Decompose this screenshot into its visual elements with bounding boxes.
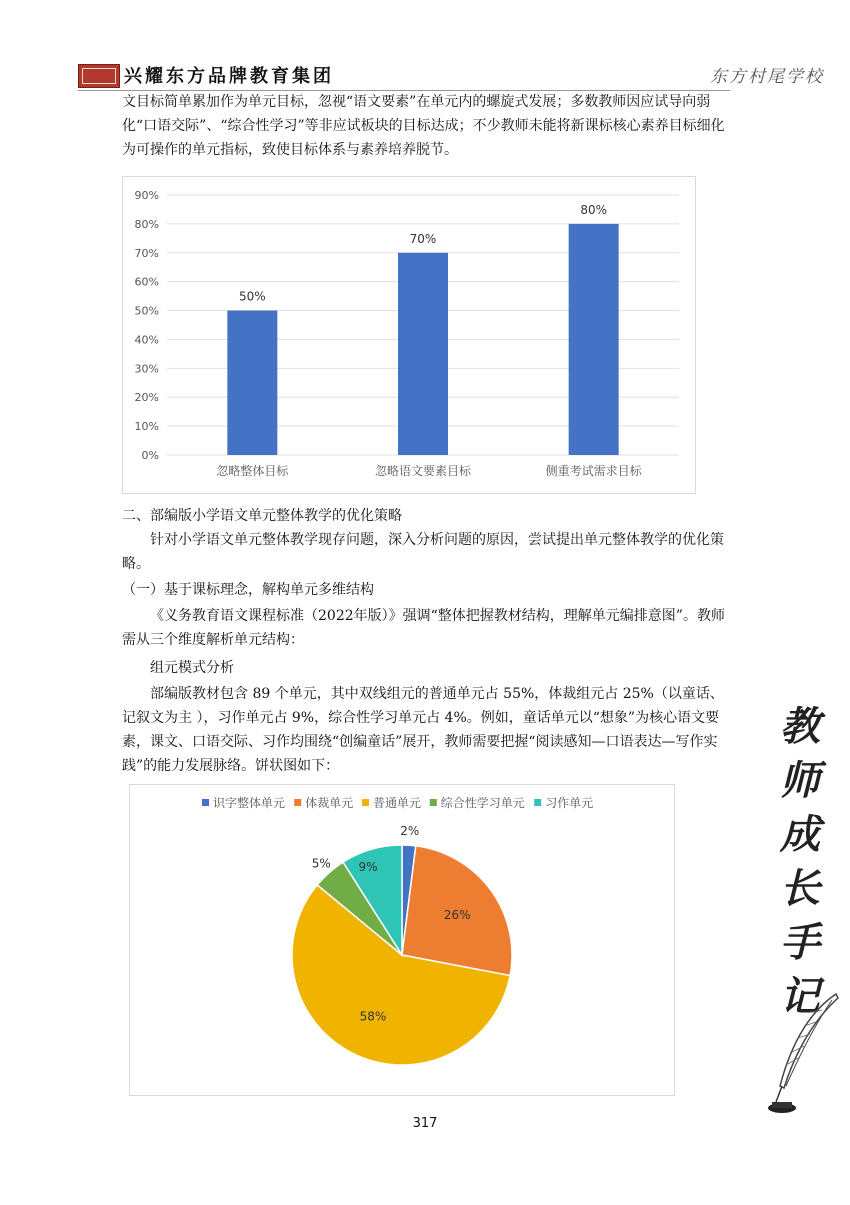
intro-paragraph: 文目标简单累加作为单元目标，忽视“语文要素”在单元内的螺旋式发展；多数教师因应试导向弱化“口语交际”、“综合性学习”等非应试板块的目标达成；不少教师未能将新课标核心素养目标细化为可操作的单元指标，致使目标体系与素养培养脱节。 [122,94,725,158]
bar-value-label: 70% [409,231,437,246]
side-char: 教 [780,703,820,750]
bar-chart [122,176,696,494]
legend-swatch [294,799,301,806]
bar [569,224,619,455]
bar [227,311,277,455]
legend-swatch [430,799,437,806]
page-number: 317 [412,1116,438,1131]
quill-icon [762,990,842,1120]
legend-label: 体裁单元 [305,796,354,810]
bar-value-label: 80% [580,202,608,217]
logo-icon [78,64,120,88]
pie-chart [129,784,675,1096]
pie-value-label: 26% [443,907,471,922]
y-tick-label: 60% [134,275,159,289]
legend-label: 识字整体单元 [213,796,286,810]
y-tick-label: 40% [134,333,159,347]
bar-value-label: 50% [238,289,266,304]
page-header [78,60,828,92]
y-tick-label: 50% [134,304,159,318]
y-tick-label: 0% [141,449,159,462]
bar [398,253,448,455]
side-char: 成 [780,811,820,858]
subsection-title: （一）基于课标理念，解构单元多维结构 [122,582,374,598]
side-char: 手 [780,919,820,966]
subsection-item: 组元模式分析 [150,660,234,676]
pie-value-label: 58% [359,1009,387,1024]
y-tick-label: 30% [134,362,159,376]
section-title: 二、部编版小学语文单元整体教学的优化策略 [122,508,402,524]
legend-label: 综合性学习单元 [440,796,525,810]
side-char: 长 [780,865,820,912]
legend-swatch [534,799,541,806]
x-category-label: 忽略整体目标 [216,464,289,478]
subsection-item-body: 部编版教材包含 89 个单元，其中双线组元的普通单元占 55%，体裁组元占 25%（以童话、记叙文为主 ），习作单元占 9%，综合性学习单元占 4%。例如，童话单元以“想象”为核心语文要素，课文、口语交际、习作均围绕“创编童话”展开，教师需要把握“阅读感知—口语表达—写作实践”的能力发展脉络。饼状图如下： [122,686,724,774]
side-title [770,700,830,1024]
section-body: 针对小学语文单元整体教学现存问题，深入分析问题的原因，尝试提出单元整体教学的优化策略。 [122,532,724,572]
pie-value-label: 2% [400,824,420,839]
x-category-label: 忽略语文要素目标 [374,464,472,478]
school-name: 东方村尾学校 [710,67,824,87]
y-tick-label: 10% [134,420,159,434]
subsection-body: 《义务教育语文课程标准（2022年版）》强调“整体把握教材结构，理解单元编排意图”。教师需从三个维度解析单元结构： [122,608,725,648]
x-category-label: 侧重考试需求目标 [545,464,642,478]
legend-swatch [202,799,209,806]
y-tick-label: 20% [134,391,159,405]
y-tick-label: 80% [134,217,159,231]
y-tick-label: 90% [134,189,159,202]
pie-chart-svg [130,785,674,1095]
y-tick-label: 70% [134,246,159,260]
org-name: 兴耀东方品牌教育集团 [124,66,334,87]
legend-label: 普通单元 [373,796,422,810]
side-char: 记 [780,973,820,1020]
pie-value-label: 9% [358,860,378,874]
legend-swatch [362,799,369,806]
side-char: 师 [780,757,820,804]
pie-value-label: 5% [311,856,331,871]
bar-chart-svg [123,177,695,493]
legend-label: 习作单元 [545,796,594,810]
